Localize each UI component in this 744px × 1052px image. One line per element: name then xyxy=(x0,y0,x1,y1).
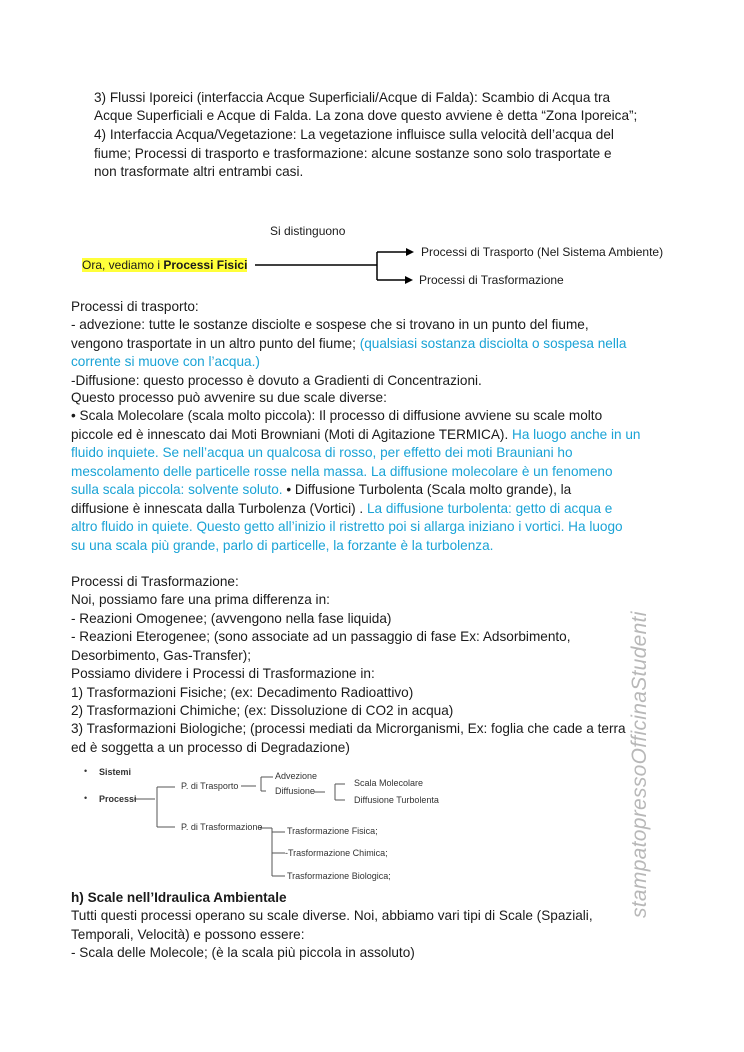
note-text: corrente si muove con l’acqua.) xyxy=(71,354,260,369)
tree-sistemi: Sistemi xyxy=(99,767,132,777)
body-text: piccole ed è innescato dai Moti Browniani (Moti di Agitazione TERMICA). xyxy=(71,427,512,442)
tree-fisica: Trasformazione Fisica; xyxy=(287,826,378,836)
body-text: diffusione è innescata dalla Turbolenza (Vortici) . xyxy=(71,501,367,516)
note-text: altro fluido in quiete. Questo getto all’inizio il ristretto poi si allarga iniziano i vortici. Ha luogo xyxy=(71,519,623,534)
body-text: 1) Trasformazioni Fisiche; (ex: Decadimento Radioattivo) xyxy=(71,685,414,700)
tree-processi: Processi xyxy=(99,794,137,804)
body-text: Desorbimento, Gas-Transfer); xyxy=(71,648,252,663)
tree-biologica: Trasformazione Biologica; xyxy=(287,871,391,881)
diagram-label: Si distinguono xyxy=(270,224,346,238)
watermark: stampatopressoOfficinaStudenti xyxy=(628,611,651,918)
tree-diffusione: Diffusione xyxy=(275,786,315,796)
branch-trasformazione: Processi di Trasformazione xyxy=(419,273,564,287)
note-text: sulla scala piccola: solvente soluto. xyxy=(71,482,287,497)
body-text: 3) Trasformazioni Biologiche; (processi mediati da Microrganismi, Ex: foglia che cade a terra xyxy=(71,721,626,736)
note-text: Ha luogo anche in un xyxy=(512,427,641,442)
tree-advezione: Advezione xyxy=(275,771,318,781)
tree-diffusione-turbolenta: Diffusione Turbolenta xyxy=(354,795,439,805)
body-text: Possiamo dividere i Processi di Trasformazione in: xyxy=(71,666,375,681)
body-text: -Diffusione: questo processo è dovuto a Gradienti di Concentrazioni. xyxy=(71,373,482,388)
body-text: 4) Interfaccia Acqua/Vegetazione: La vegetazione influisce sulla velocità dell’acqua del xyxy=(94,127,614,142)
body-text: Temporali, Velocità) e possono essere: xyxy=(71,927,305,942)
source-bold: Processi Fisici xyxy=(163,258,248,272)
body-text: fiume; Processi di trasporto e trasformazione: alcune sostanze sono solo trasportate e xyxy=(94,146,612,161)
body-text: • Scala Molecolare (scala molto piccola): Il processo di diffusione avviene su scale molto xyxy=(71,408,603,423)
text-line xyxy=(71,907,593,925)
note-text: mescolamento delle particelle rosse nella massa. La diffusione molecolare è un fenomeno xyxy=(71,464,613,479)
body-text: 2) Trasformazioni Chimiche; (ex: Dissoluzione di CO2 in acqua) xyxy=(71,703,454,718)
note-text: (qualsiasi sostanza disciolta o sospesa nella xyxy=(359,336,627,351)
body-text: vengono trasportate in un altro punto del fiume; xyxy=(71,336,360,351)
tree-trasformazione: P. di Trasformazione xyxy=(181,822,263,832)
source-prefix: Ora, vediamo i xyxy=(82,258,164,272)
body-text: - Scala delle Molecole; (è la scala più piccola in assoluto) xyxy=(71,945,415,960)
body-text: Acque Superficiali e Acque di Falda. La zona dove questo avviene è detta “Zona Iporeica”; xyxy=(94,108,638,123)
note-text: su una scala più grande, parlo di particelle, la forzante è la turbolenza. xyxy=(71,538,494,553)
bullet-icon: • xyxy=(84,793,88,803)
tree-scala-molecolare: Scala Molecolare xyxy=(354,778,424,788)
body-text: Questo processo può avvenire su due scale diverse: xyxy=(71,390,387,405)
body-text: • Diffusione Turbolenta (Scala molto grande), la xyxy=(286,482,572,497)
body-text: 3) Flussi Iporeici (interfaccia Acque Superficiali/Acque di Falda): Scambio di Acqua tra xyxy=(94,90,611,105)
tree-chimica: -Trasformazione Chimica; xyxy=(285,848,388,858)
text-line xyxy=(71,944,415,962)
tree-trasporto: P. di Trasporto xyxy=(181,781,239,791)
body-text: Processi di trasporto: xyxy=(71,299,199,314)
body-text: Tutti questi processi operano su scale diverse. Noi, abbiamo vari tipi di Scale (Spaziali, xyxy=(71,908,593,923)
body-text: Processi di Trasformazione: xyxy=(71,574,239,589)
body-text: non trasformate altri entrambi casi. xyxy=(94,164,304,179)
body-text: - Reazioni Eterogenee; (sono associate ad un passaggio di fase Ex: Adsorbimento, xyxy=(71,629,571,644)
body-text: - advezione: tutte le sostanze disciolte e sospese che si trovano in un punto del fiume, xyxy=(71,317,589,332)
branch-trasporto: Processi di Trasporto (Nel Sistema Ambiente) xyxy=(421,245,664,259)
note-text: La diffusione turbolenta: getto di acqua e xyxy=(366,501,613,516)
body-text: Noi, possiamo fare una prima differenza in: xyxy=(71,592,330,607)
note-text: fluido inquiete. Se nell’acqua un qualcosa di rosso, per effetto dei moti Brauniani ho xyxy=(71,445,573,460)
text-line xyxy=(71,926,304,944)
body-text: ed è soggetta a un processo di Degradazione) xyxy=(71,740,350,755)
section-heading: h) Scale nell’Idraulica Ambientale xyxy=(71,890,287,905)
bullet-icon: • xyxy=(84,766,88,776)
body-text: - Reazioni Omogenee; (avvengono nella fase liquida) xyxy=(71,611,392,626)
